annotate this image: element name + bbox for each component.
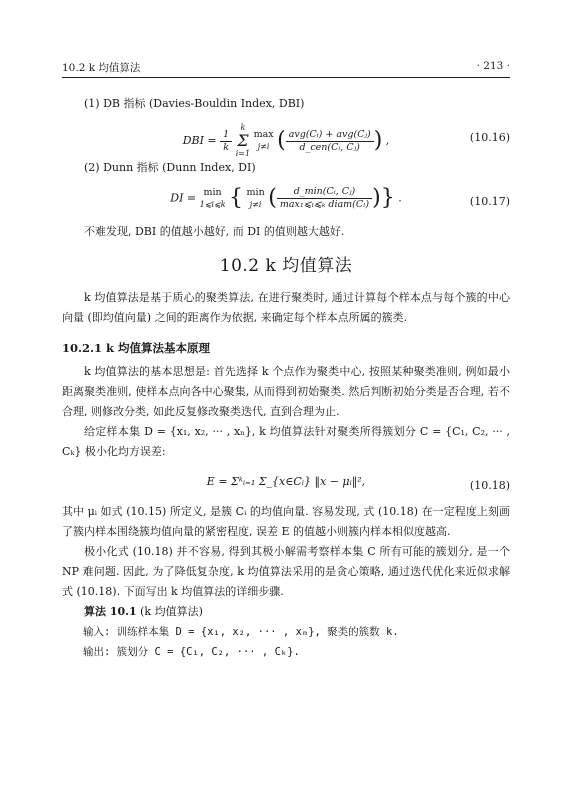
conclusion: 不难发现, DBI 的值越小越好, 而 DI 的值则越大越好. <box>84 225 345 238</box>
intro-paragraph: k 均值算法是基于质心的聚类算法, 在进行聚类时, 通过计算每个样本点与每个簇的中心向量 (即均值向量) 之间的距离作为依据, 来确定每个样本点所属的簇类. <box>62 291 510 324</box>
eq16-ratio: $\frac{\text{avg(Cᵢ) + avg(Cⱼ)}}{\text{d\_cen(Cᵢ, Cⱼ)}}$ <box>286 129 374 154</box>
paragraph-mu-definition: 其中 μᵢ 如式 (10.15) 所定义, 是簇 Cᵢ 的均值向量. 容易发现, 式 (10.18) 在一定程度上刻画了簇内样本围绕簇均值向量的紧密程度, 误差 E 的值越小则簇内样本相似度越高. <box>62 505 510 538</box>
di-label: (2) Dunn 指标 (Dunn Index, DI) <box>84 161 256 174</box>
eq17-outer-min: min 1⩽i⩽k <box>199 186 226 209</box>
page-body <box>62 94 510 662</box>
section-title: 10.2 k 均值算法 <box>219 256 353 276</box>
algorithm-output: 输出: 簇划分 C = {C₁, C₂, ··· , Cₖ}. <box>83 646 300 658</box>
equation-10-18 <box>62 462 510 502</box>
header-section-title: 10.2 k 均值算法 <box>62 62 141 74</box>
eq17-ratio: $\frac{\text{d\_min(Cᵢ, Cⱼ)}}{\text{max₁⩽ₗ⩽ₖ diam(Cₗ)}}$ <box>277 186 372 211</box>
eq17-number: (10.17) <box>469 195 510 208</box>
eq16-sum: k Σ i=1 <box>235 123 251 158</box>
subsection-title: 10.2.1 k 均值算法基本原理 <box>62 341 210 355</box>
equation-10-17: DI = min 1⩽i⩽k { min j≠i ( $\frac{\text{d\_min(Cᵢ, Cⱼ)}}{\text{max₁⩽ₗ⩽ₖ diam(Cₗ)}}$ )} . (10.17) <box>170 185 510 211</box>
paragraph-sample-set: 给定样本集 D = {x₁, x₂, ··· , xₙ}, k 均值算法针对聚类所得簇划分 C = {C₁, C₂, ··· , Cₖ} 极小化均方误差: <box>62 425 510 458</box>
eq16-max: max j≠i <box>253 129 274 151</box>
running-header <box>62 60 510 78</box>
algorithm-title: 算法 10.1 <box>84 605 137 618</box>
algorithm-input: 输入: 训练样本集 D = {x₁, x₂, ··· , xₘ}, 聚类的簇数 k. <box>83 626 399 638</box>
equation-10-16: DBI = $\frac{1}{k}$ k Σ i=1 max j≠i ( $\frac{\text{avg(Cᵢ) + avg(Cⱼ)}}{\text{d\_cen(Cᵢ, Cⱼ)}}$ ) , (10.16) <box>182 123 510 158</box>
paragraph-basic-idea: k 均值算法的基本思想是: 首先选择 k 个点作为聚类中心, 按照某种聚类准则, 例如最小距离聚类准则, 使样本点向各中心聚集, 从而得到初始聚类. 然后判断初始分类是否合理, 若不合理, 则修改分类, 如此反复修改聚类迭代, 直到合理为止. <box>62 365 510 418</box>
eq17-inner-min: min j≠i <box>246 186 265 209</box>
dbi-label: (1) DB 指标 (Davies-Bouldin Index, DBI) <box>84 97 305 110</box>
paragraph-np-hard: 极小化式 (10.18) 并不容易, 得到其极小解需考察样本集 C 所有可能的簇划分, 是一个 NP 难问题. 因此, 为了降低复杂度, k 均值算法采用的是贪心策略, 通过迭代优化来近似求解式 (10.18). 下面写出 k 均值算法的详细步骤. <box>62 545 510 598</box>
eq18-body: E = Σᵏᵢ₌₁ Σ_{x∈Cᵢ} ‖x − μᵢ‖², <box>206 475 366 488</box>
algorithm-heading <box>62 602 510 622</box>
eq17-lhs: DI = <box>170 191 200 205</box>
eq16-prefactor: $\frac{1}{k}$ <box>220 129 232 154</box>
eq16-number: (10.16) <box>469 131 510 144</box>
algorithm-subtitle: (k 均值算法) <box>140 605 203 618</box>
page-number: · 213 · <box>476 60 510 72</box>
header-rule <box>62 77 510 78</box>
eq18-number: (10.18) <box>469 479 510 492</box>
eq16-lhs: DBI = <box>182 134 221 147</box>
